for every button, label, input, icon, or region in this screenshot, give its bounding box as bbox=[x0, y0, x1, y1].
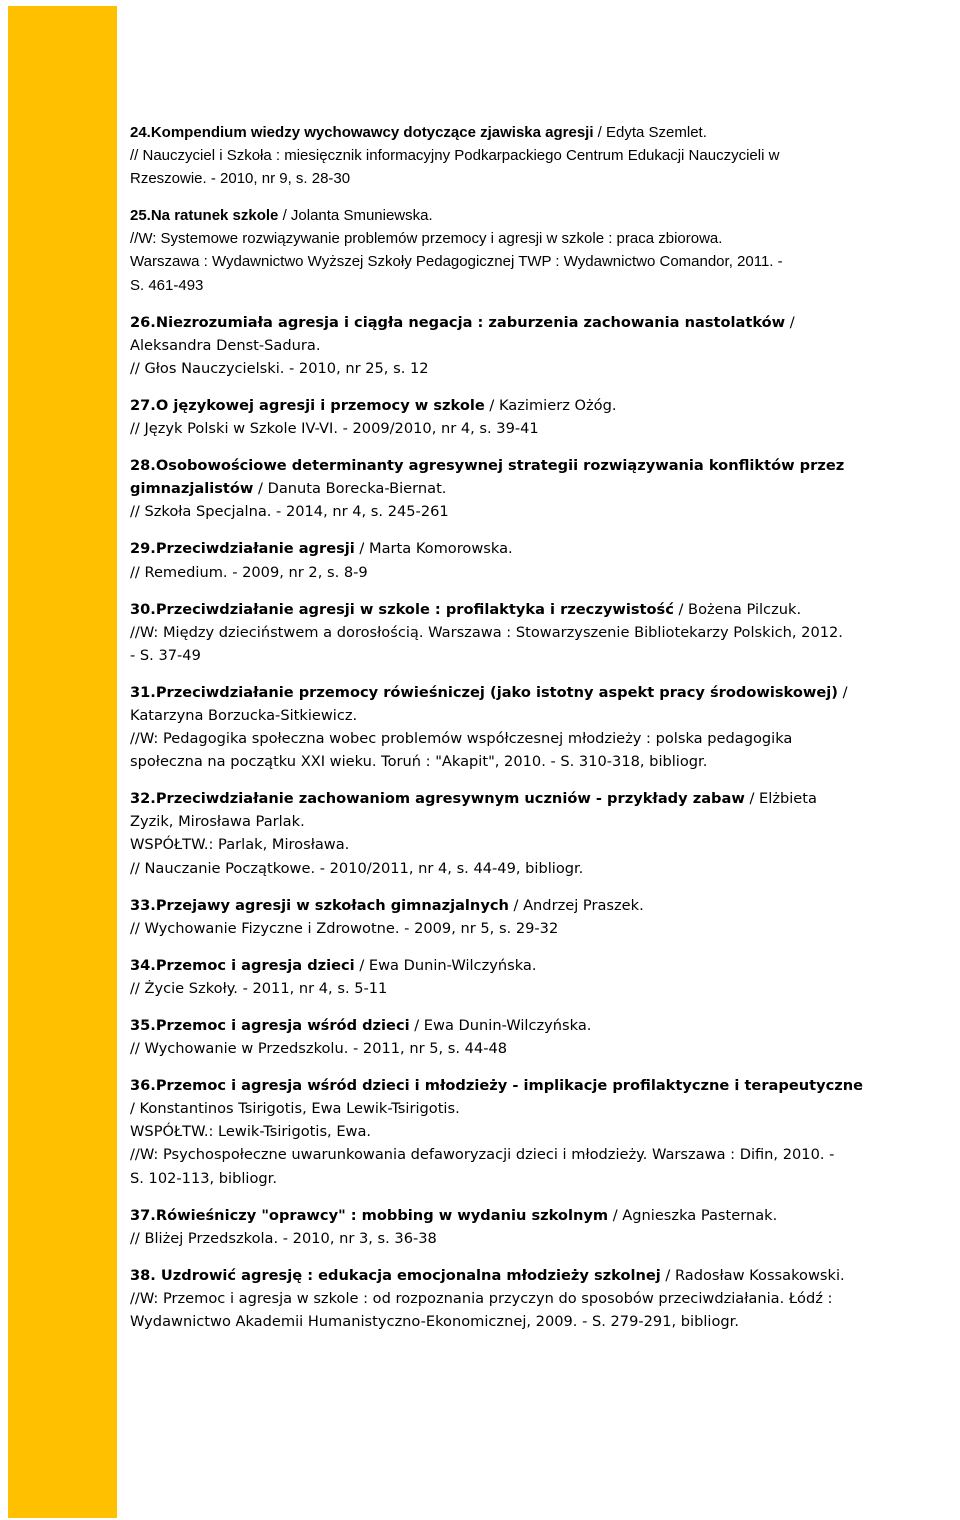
bibliography-entry bbox=[130, 121, 960, 190]
bibliography-entry bbox=[130, 681, 960, 773]
entry-text: społeczna na początku XXI wieku. Toruń : "Akapit", 2010. - S. 310-318, bibliogr. bbox=[130, 753, 708, 771]
entry-detail-line bbox=[130, 977, 960, 1000]
entry-text: / Jolanta Smuniewska. bbox=[278, 207, 433, 225]
bibliography-entry bbox=[130, 454, 960, 523]
entry-detail-line bbox=[130, 227, 960, 250]
entry-title-line bbox=[130, 787, 960, 810]
entry-detail-line bbox=[130, 833, 960, 856]
entry-text: //W: Psychospołeczne uwarunkowania defaworyzacji dzieci i młodzieży. Warszawa : Difin, 2010. - bbox=[130, 1146, 835, 1164]
entry-text: // Nauczanie Początkowe. - 2010/2011, nr 4, s. 44-49, bibliogr. bbox=[130, 859, 584, 877]
entry-title: 26.Niezrozumiała agresja i ciągła negacja : zaburzenia zachowania nastolatków bbox=[130, 313, 786, 331]
entry-text: // Remedium. - 2009, nr 2, s. 8-9 bbox=[130, 563, 368, 581]
entry-text: / Kazimierz Ożóg. bbox=[484, 396, 617, 414]
entry-text: //W: Systemowe rozwiązywanie problemów przemocy i agresji w szkole : praca zbiorowa. bbox=[130, 230, 723, 248]
entry-text: / Marta Komorowska. bbox=[354, 540, 513, 558]
entry-title-line bbox=[130, 394, 960, 417]
entry-text: / Ewa Dunin-Wilczyńska. bbox=[409, 1017, 592, 1034]
entry-title: 25.Na ratunek szkole bbox=[130, 207, 279, 225]
entry-title-line bbox=[130, 537, 960, 560]
entry-title-line bbox=[130, 1014, 960, 1037]
entry-detail-line bbox=[130, 1097, 960, 1120]
entry-title: 27.O językowej agresji i przemocy w szkole bbox=[130, 396, 485, 414]
entry-title-line bbox=[130, 598, 960, 621]
entry-detail-line bbox=[130, 561, 960, 584]
entry-text: // Szkoła Specjalna. - 2014, nr 4, s. 245-261 bbox=[130, 503, 449, 521]
entry-title: gimnazjalistów bbox=[130, 480, 254, 498]
entry-detail-line bbox=[130, 274, 960, 297]
entry-text: Katarzyna Borzucka-Sitkiewicz. bbox=[130, 706, 358, 724]
entry-text: Aleksandra Denst-Sadura. bbox=[130, 336, 321, 354]
entry-detail-line bbox=[130, 1143, 960, 1166]
bibliography-entry bbox=[130, 1204, 960, 1250]
entry-detail-line bbox=[130, 357, 960, 380]
bibliography-entry bbox=[130, 954, 960, 1000]
bibliography-entry bbox=[130, 598, 960, 667]
entry-title: 31.Przeciwdziałanie przemocy rówieśniczej (jako istotny aspekt pracy środowiskowej) bbox=[130, 683, 838, 701]
entry-text: / Radosław Kossakowski. bbox=[660, 1266, 845, 1284]
entry-text: // Nauczyciel i Szkoła : miesięcznik informacyjny Podkarpackiego Centrum Edukacji Nauczycieli w bbox=[130, 147, 780, 165]
entry-text: / Danuta Borecka-Biernat. bbox=[253, 480, 447, 498]
entry-title: 33.Przejawy agresji w szkołach gimnazjalnych bbox=[130, 896, 509, 914]
entry-detail-line bbox=[130, 857, 960, 880]
bibliography-entry bbox=[130, 1074, 960, 1189]
entry-text: / Konstantinos Tsirigotis, Ewa Lewik-Tsirigotis. bbox=[130, 1100, 460, 1118]
entry-detail-line bbox=[130, 704, 960, 727]
entry-title: 36.Przemoc i agresja wśród dzieci i młodzieży - implikacje profilaktyczne i terapeutyczne bbox=[130, 1077, 864, 1095]
entry-detail-line bbox=[130, 1227, 960, 1250]
entry-title: 30.Przeciwdziałanie agresji w szkole : profilaktyka i rzeczywistość bbox=[130, 600, 674, 618]
entry-text: / bbox=[837, 683, 848, 701]
entry-detail-line bbox=[130, 621, 960, 644]
entry-text: WSPÓŁTW.: Parlak, Mirosława. bbox=[130, 836, 350, 854]
bibliography-entry bbox=[130, 537, 960, 583]
entry-text: / Ewa Dunin-Wilczyńska. bbox=[354, 956, 537, 974]
entry-title-line bbox=[130, 311, 960, 334]
bibliography-entry bbox=[130, 1264, 960, 1333]
entry-title-line bbox=[130, 1074, 960, 1097]
bibliography-entry bbox=[130, 394, 960, 440]
entry-text: S. 461-493 bbox=[130, 276, 204, 294]
entry-title-line bbox=[130, 204, 960, 227]
entry-text: / Andrzej Praszek. bbox=[508, 896, 644, 914]
entry-text: // Wychowanie w Przedszkolu. - 2011, nr 5, s. 44-48 bbox=[130, 1040, 508, 1058]
entry-detail-line bbox=[130, 417, 960, 440]
entry-title-line bbox=[130, 954, 960, 977]
entry-title: 32.Przeciwdziałanie zachowaniom agresywnym uczniów - przykłady zabaw bbox=[130, 790, 745, 808]
entry-title-line bbox=[130, 121, 960, 144]
entry-title: 24.Kompendium wiedzy wychowawcy dotyczące zjawiska agresji bbox=[130, 124, 594, 141]
entry-title-line bbox=[130, 894, 960, 917]
entry-detail-line bbox=[130, 167, 960, 190]
bibliography-entry bbox=[130, 204, 960, 296]
entry-detail-line bbox=[130, 917, 960, 940]
entry-detail-line bbox=[130, 1167, 960, 1190]
entry-text: Warszawa : Wydawnictwo Wyższej Szkoły Pedagogicznej TWP : Wydawnictwo Comandor, 2011. - bbox=[130, 253, 783, 271]
entry-title-line bbox=[130, 1204, 960, 1227]
entry-text: //W: Przemoc i agresja w szkole : od rozpoznania przyczyn do sposobów przeciwdziałania. Łódź : bbox=[130, 1289, 833, 1307]
entry-title: 34.Przemoc i agresja dzieci bbox=[130, 956, 355, 974]
entry-detail-line bbox=[130, 144, 960, 167]
entry-text: // Wychowanie Fizyczne i Zdrowotne. - 2009, nr 5, s. 29-32 bbox=[130, 919, 559, 937]
entry-text: - S. 37-49 bbox=[130, 646, 201, 664]
entry-text: Rzeszowie. - 2010, nr 9, s. 28-30 bbox=[130, 170, 351, 188]
entry-text: S. 102-113, bibliogr. bbox=[130, 1169, 277, 1187]
entry-text: / Edyta Szemlet. bbox=[593, 124, 707, 141]
side-accent-bar bbox=[8, 6, 117, 1518]
entry-detail-line bbox=[130, 1310, 960, 1333]
entry-text: / Elżbieta bbox=[744, 790, 817, 808]
entry-title: 37.Rówieśniczy "oprawcy" : mobbing w wydaniu szkolnym bbox=[130, 1206, 609, 1224]
entry-detail-line bbox=[130, 250, 960, 273]
bibliography-entry bbox=[130, 311, 960, 380]
entry-detail-line bbox=[130, 644, 960, 667]
bibliography-entry bbox=[130, 894, 960, 940]
entry-title: 35.Przemoc i agresja wśród dzieci bbox=[130, 1017, 410, 1034]
entry-detail-line bbox=[130, 727, 960, 750]
entry-text: / Agnieszka Pasternak. bbox=[608, 1206, 778, 1224]
entry-title: 38. Uzdrowić agresję : edukacja emocjonalna młodzieży szkolnej bbox=[130, 1266, 661, 1284]
entry-detail-line bbox=[130, 1120, 960, 1143]
entry-text: // Bliżej Przedszkola. - 2010, nr 3, s. 36-38 bbox=[130, 1229, 437, 1247]
entry-detail-line bbox=[130, 810, 960, 833]
entry-title-line bbox=[130, 681, 960, 704]
entry-detail-line bbox=[130, 500, 960, 523]
entry-detail-line bbox=[130, 334, 960, 357]
entry-text: // Język Polski w Szkole IV-VI. - 2009/2010, nr 4, s. 39-41 bbox=[130, 420, 539, 438]
entry-text: / bbox=[785, 313, 795, 331]
entry-text: // Głos Nauczycielski. - 2010, nr 25, s. 12 bbox=[130, 359, 429, 377]
entry-title-line bbox=[130, 1264, 960, 1287]
bibliography-entry bbox=[130, 787, 960, 879]
entry-text: Wydawnictwo Akademii Humanistyczno-Ekonomicznej, 2009. - S. 279-291, bibliogr. bbox=[130, 1313, 739, 1331]
entry-text: / Bożena Pilczuk. bbox=[673, 600, 802, 618]
entry-text: // Życie Szkoły. - 2011, nr 4, s. 5-11 bbox=[130, 979, 388, 997]
entry-detail-line bbox=[130, 1287, 960, 1310]
entry-detail-line bbox=[130, 750, 960, 773]
entry-text: WSPÓŁTW.: Lewik-Tsirigotis, Ewa. bbox=[130, 1123, 372, 1141]
entry-text: //W: Pedagogika społeczna wobec problemów współczesnej młodzieży : polska pedagogika bbox=[130, 730, 793, 748]
entry-text: //W: Między dzieciństwem a dorosłością. Warszawa : Stowarzyszenie Bibliotekarzy Polskich, 2012. bbox=[130, 623, 843, 641]
entry-detail-line bbox=[130, 477, 960, 500]
bibliography-list bbox=[130, 121, 960, 1347]
bibliography-entry bbox=[130, 1014, 960, 1060]
entry-title: 28.Osobowościowe determinanty agresywnej strategii rozwiązywania konfliktów przez bbox=[130, 457, 845, 475]
entry-title-line bbox=[130, 454, 960, 477]
entry-detail-line bbox=[130, 1037, 960, 1060]
entry-title: 29.Przeciwdziałanie agresji bbox=[130, 540, 355, 558]
entry-text: Zyzik, Mirosława Parlak. bbox=[130, 813, 305, 831]
